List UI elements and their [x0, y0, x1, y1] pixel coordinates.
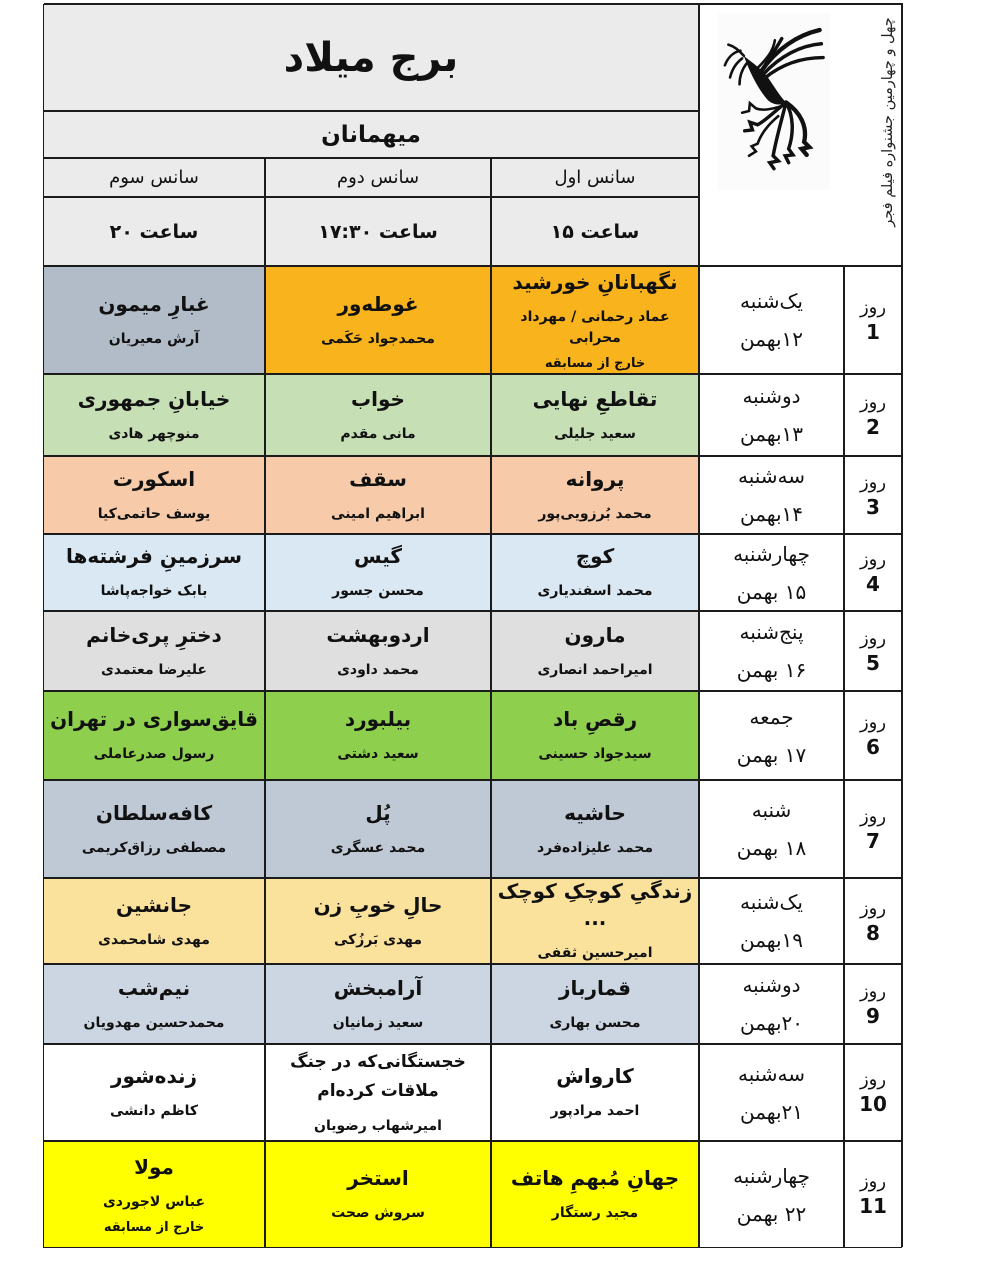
film-title: پروانه [565, 466, 625, 491]
film-director: مانی مقدم [340, 425, 416, 442]
day-date-cell [699, 878, 844, 964]
day-date-cell [699, 266, 844, 374]
film-title: جهانِ مُبهمِ هاتف [510, 1166, 680, 1190]
film-cell [491, 266, 699, 374]
film-title: اسکورت [112, 466, 196, 491]
day-word: روز [859, 1171, 887, 1192]
film-cell [265, 534, 491, 611]
film-director: منوچهر هادی [108, 425, 200, 442]
film-cell [43, 266, 265, 374]
day-number-cell [844, 456, 902, 534]
weekday-label: شنبه [751, 798, 792, 822]
date-label: ۲۰بهمن [739, 1011, 804, 1035]
weekday-label: سه‌شنبه [737, 464, 806, 488]
film-director: امیرشهاب رضویان [314, 1118, 442, 1135]
film-cell [43, 964, 265, 1044]
film-title: قایق‌سواری در تهران [50, 707, 258, 731]
day-number: 5 [866, 650, 880, 675]
film-title: تقاطعِ نهایی [532, 386, 658, 411]
film-cell [265, 964, 491, 1044]
film-title: رقصِ باد [552, 707, 638, 731]
film-cell [491, 611, 699, 691]
schedule-table [44, 3, 903, 1247]
date-label: ۱۵ بهمن [736, 579, 807, 604]
film-director: سعید دشتی [337, 746, 419, 762]
day-date-cell [699, 964, 844, 1044]
session3-name: سانس سوم [43, 158, 265, 197]
film-cell [265, 374, 491, 456]
weekday-label: دوشنبه [742, 973, 801, 997]
day-date-cell [699, 456, 844, 534]
session2-time: ساعت ۱۷:۳۰ [265, 197, 491, 266]
film-cell [43, 780, 265, 878]
day-word: روز [859, 471, 887, 493]
film-title: حالِ خوبِ زن [313, 892, 443, 917]
day-number-cell [844, 534, 902, 611]
film-cell [265, 611, 491, 691]
film-cell [491, 1044, 699, 1141]
venue-title: برج میلاد [43, 4, 699, 111]
day-word: روز [859, 391, 887, 413]
film-cell [43, 878, 265, 964]
day-date-cell [699, 1044, 844, 1141]
film-director: سیدجواد حسینی [538, 746, 652, 762]
film-title: حاشیه [564, 800, 626, 825]
film-cell [265, 780, 491, 878]
film-title: مارون [564, 622, 626, 647]
film-cell [491, 1141, 699, 1248]
guests-subtitle: میهمانان [43, 111, 699, 158]
film-note: خارج از مسابقه [103, 1220, 205, 1235]
date-label: ۱۳بهمن [739, 422, 804, 446]
day-number-cell [844, 611, 902, 691]
film-title: جانشین [116, 892, 192, 917]
film-title: کافه‌سلطان [95, 800, 213, 825]
film-director: بابک خواجه‌پاشا [100, 583, 208, 599]
day-number: 8 [866, 920, 880, 945]
film-title: خواب [351, 386, 405, 411]
film-director: مصطفی رزاق‌کریمی [81, 839, 227, 856]
date-label: ۱۶ بهمن [736, 658, 807, 682]
film-director: محمد علیزاده‌فرد [536, 839, 654, 856]
date-label: ۲۲ بهمن [736, 1201, 807, 1226]
film-cell [491, 374, 699, 456]
film-title: نیم‌شب [117, 975, 191, 1000]
film-director: سعید جلیلی [554, 425, 636, 442]
weekday-label: دوشنبه [742, 384, 801, 408]
day-word: روز [859, 897, 887, 919]
film-cell [43, 1044, 265, 1141]
film-cell [43, 611, 265, 691]
film-director: محمد داودی [337, 661, 419, 678]
film-title: استخر [347, 1166, 409, 1190]
film-title: آرامبخش [333, 975, 423, 1000]
film-cell [43, 534, 265, 611]
day-number: 4 [866, 572, 880, 596]
film-director: کاظم دانشی [109, 1103, 199, 1119]
film-director: علیرضا معتمدی [101, 661, 207, 678]
day-word: روز [859, 980, 887, 1002]
session2-name: سانس دوم [265, 158, 491, 197]
film-title: کارواش [556, 1064, 634, 1088]
day-number: 2 [866, 414, 880, 439]
day-word: روز [859, 805, 887, 827]
film-cell [265, 456, 491, 534]
film-cell [43, 374, 265, 456]
film-director: سروش صحت [331, 1205, 425, 1221]
day-word: روز [859, 712, 887, 733]
film-director: امیراحمد انصاری [537, 661, 653, 678]
weekday-label: پنج‌شنبه [739, 620, 804, 644]
film-cell [491, 878, 699, 964]
session1-time: ساعت ۱۵ [491, 197, 699, 266]
film-cell [265, 691, 491, 780]
date-label: ۱۴بهمن [739, 502, 804, 526]
day-number-cell [844, 780, 902, 878]
film-director: آرش معیریان [108, 330, 200, 347]
session1-name: سانس اول [491, 158, 699, 197]
film-title: گیس [353, 544, 403, 568]
film-director: عماد رحمانی / مهرداد محرابی [520, 309, 670, 346]
day-number: 6 [866, 735, 880, 759]
date-label: ۱۷ بهمن [736, 742, 807, 767]
film-director: عباس لاجوردی [102, 1194, 206, 1210]
film-title: مولا [134, 1155, 174, 1179]
film-cell [265, 878, 491, 964]
day-date-cell [699, 611, 844, 691]
film-title: غبارِ میمون [98, 291, 210, 316]
day-word: روز [859, 1069, 887, 1090]
film-title: دخترِ پری‌خانم [86, 622, 222, 647]
weekday-label: یک‌شنبه [739, 289, 804, 313]
weekday-label: چهارشنبه [733, 541, 810, 566]
film-title: زندگیِ کوچکِ کوچک ... [497, 879, 693, 930]
film-title: نگهبانانِ خورشید [512, 270, 678, 294]
day-number: 3 [866, 494, 880, 519]
weekday-label: چهارشنبه [733, 1163, 810, 1188]
film-cell [265, 266, 491, 374]
day-date-cell [699, 691, 844, 780]
film-title: قمارباز [558, 975, 632, 1000]
film-title: غوطه‌ور [337, 291, 419, 316]
day-word: روز [859, 549, 887, 570]
simurgh-logo [718, 13, 830, 190]
day-date-cell [699, 1141, 844, 1248]
film-director: احمد مرادپور [550, 1103, 640, 1119]
day-word: روز [859, 296, 887, 318]
date-label: ۲۱بهمن [739, 1099, 804, 1124]
film-director: مهدی شامحمدی [98, 931, 210, 948]
film-cell [43, 691, 265, 780]
day-number-cell [844, 374, 902, 456]
film-cell [265, 1044, 491, 1141]
day-number: 11 [859, 1194, 887, 1218]
film-title: سقف [349, 466, 407, 491]
film-title: خیابانِ جمهوری [77, 386, 231, 411]
film-cell [265, 1141, 491, 1248]
film-cell [43, 456, 265, 534]
day-number: 7 [866, 828, 880, 853]
day-number: 9 [866, 1003, 880, 1028]
film-title: کوچ [575, 544, 615, 568]
film-director: ابراهیم امینی [331, 505, 425, 522]
day-date-cell [699, 374, 844, 456]
film-title: سرزمینِ فرشته‌ها [66, 544, 243, 568]
film-cell [491, 964, 699, 1044]
film-title: بیلبورد [344, 707, 412, 731]
film-director: امیرحسین ثقفی [537, 945, 653, 961]
day-date-cell [699, 780, 844, 878]
film-director: مهدی بَرزُکی [333, 931, 423, 948]
date-label: ۱۹بهمن [739, 928, 804, 952]
day-number-cell [844, 266, 902, 374]
film-cell [491, 456, 699, 534]
weekday-label: سه‌شنبه [737, 1061, 806, 1086]
film-cell [491, 534, 699, 611]
film-director: محمد اسفندیاری [537, 583, 653, 599]
day-number-cell [844, 691, 902, 780]
film-title: زنده‌شور [110, 1064, 198, 1088]
day-word: روز [859, 627, 887, 649]
day-number-cell [844, 964, 902, 1044]
film-director: محمد عسگری [330, 839, 426, 856]
film-director: رسول صدرعاملی [93, 746, 215, 762]
film-note: خارج از مسابقه [544, 356, 646, 371]
festival-logo-cell [699, 4, 902, 266]
film-director: محمد بُرزویی‌پور [538, 505, 652, 522]
film-director: محمدجواد حَکَمی [321, 330, 435, 347]
film-director: یوسف حاتمی‌کیا [97, 505, 211, 522]
film-director: محسن جسور [332, 583, 424, 599]
weekday-label: جمعه [749, 704, 794, 729]
day-number-cell [844, 1141, 902, 1248]
day-date-cell [699, 534, 844, 611]
film-director: مجید رستگار [551, 1205, 639, 1221]
film-title: پُل [365, 800, 391, 825]
day-number: 10 [859, 1092, 887, 1116]
weekday-label: یک‌شنبه [739, 890, 804, 914]
date-label: ۱۸ بهمن [736, 836, 807, 860]
film-cell [43, 1141, 265, 1248]
film-cell [491, 780, 699, 878]
day-number-cell [844, 878, 902, 964]
film-director: سعید زمانیان [332, 1014, 424, 1031]
film-director: محسن بهاری [549, 1014, 641, 1031]
day-number-cell [844, 1044, 902, 1141]
film-title: خجستگانی‌که در جنگ ملاقات کرده‌ام [290, 1051, 466, 1101]
film-director: محمدحسین مهدویان [83, 1014, 225, 1031]
film-title: اردوبهشت [326, 622, 430, 647]
festival-edition-vertical-text: چهل و چهارمین جشنواره فیلم فجر [880, 17, 896, 227]
day-number: 1 [866, 319, 880, 344]
session3-time: ساعت ۲۰ [43, 197, 265, 266]
date-label: ۱۲بهمن [739, 327, 804, 351]
film-cell [491, 691, 699, 780]
